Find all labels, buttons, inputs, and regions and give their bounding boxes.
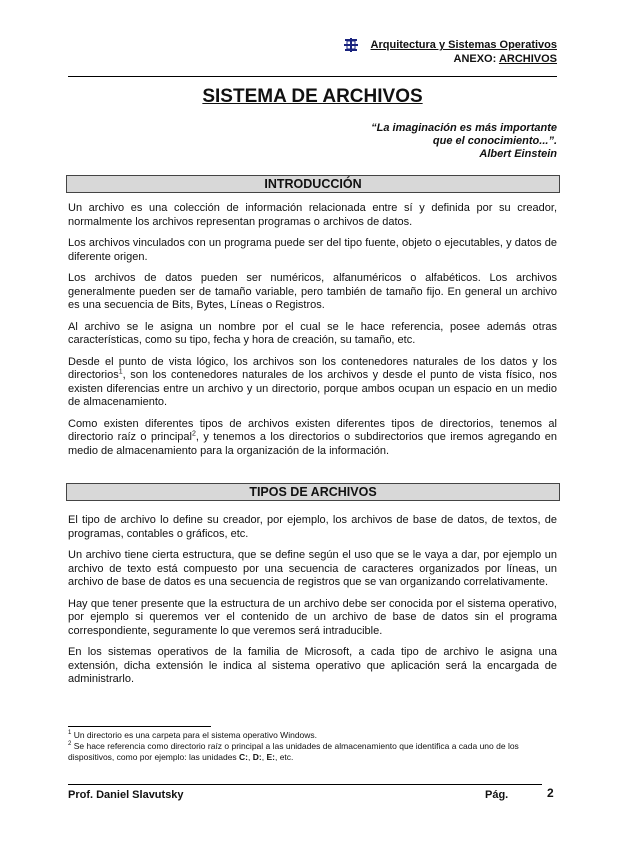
- intro-p6-text-b: , y tenemos a los directorios o subdirectorios que iremos agregando en medio de almacenamiento para la organización de la información.: [68, 431, 557, 457]
- tipos-body: [68, 514, 557, 695]
- quote-line-1: “La imaginación es más importante: [371, 122, 557, 134]
- intro-paragraph-3: Los archivos de datos pueden ser numéricos, alfanuméricos o alfabéticos. Los archivos generalmente pueden ser de tamaño variable, pero también de tamaño fijo. En general un archivo es una secuencia de Bits, Bytes, Líneas o Registros.: [68, 272, 557, 311]
- footnote-2-text: Se hace referencia como directorio raíz o principal a las unidades de almacenamiento que identifica a cada uno de los dispositivos, como por ejemplo: las unidades: [68, 741, 519, 762]
- tipos-paragraph-2: Un archivo tiene cierta estructura, que se define según el uso que se le vaya a dar, por ejemplo un archivo de texto está compuesto por una secuencia de caracteres organizados por líneas, un archivo de base de datos es una secuencia de registros que se van organizando correlativamente.: [68, 549, 557, 588]
- intro-paragraph-5: [68, 356, 557, 410]
- footnotes: [68, 730, 558, 763]
- footnote-1-number: 1: [68, 730, 72, 737]
- quote-author: Albert Einstein: [479, 148, 557, 160]
- footnote-2-sep-1: ,: [248, 752, 253, 762]
- footnote-2-drive-d: D:: [252, 752, 262, 762]
- intro-paragraph-2: Los archivos vinculados con un programa puede ser del tipo fuente, objeto o ejecutables, y datos de diferente origen.: [68, 237, 557, 263]
- footer-divider: [68, 784, 542, 785]
- footnote-divider: [68, 726, 211, 727]
- footnote-1-text: Un directorio es una carpeta para el sistema operativo Windows.: [71, 730, 318, 740]
- intro-p5-text-a: Desde el punto de vista lógico, los archivos son los contenedores naturales de los datos y los directorios: [68, 355, 557, 381]
- page-title: SISTEMA DE ARCHIVOS: [202, 86, 423, 107]
- tipos-paragraph-4: En los sistemas operativos de la familia de Microsoft, a cada tipo de archivo le asigna una extensión, dicha extensión le indica al sistema operativo que aplicación será la encargada de administrarlo.: [68, 646, 557, 685]
- header-course: Arquitectura y Sistemas Operativos: [370, 39, 557, 51]
- header-annex-link: ARCHIVOS: [498, 53, 557, 65]
- header-annex-prefix: ANEXO:: [453, 53, 499, 65]
- footer-page-number: 2: [547, 786, 554, 800]
- intro-p5-text-b: , son los contenedores naturales de los archivos y desde el punto de vista físico, nos existen diferencias entre un archivo y un directorio, porque ambos ocupan un espacio en un medio de almacenamiento.: [68, 369, 557, 408]
- intro-paragraph-6: [68, 418, 557, 459]
- footnote-2: [68, 741, 558, 763]
- page-header: [371, 38, 557, 66]
- footnote-2-drive-c: C:: [239, 752, 249, 762]
- footnote-2-end: , etc.: [274, 752, 294, 762]
- tipos-paragraph-1: El tipo de archivo lo define su creador, por ejemplo, los archivos de base de datos, de textos, de programas, contables o gráficos, etc.: [68, 514, 557, 540]
- footnote-2-drive-e: E:: [266, 752, 275, 762]
- section-heading-intro: INTRODUCCIÓN: [66, 175, 560, 193]
- header-divider: [68, 76, 557, 77]
- tipos-paragraph-3: Hay que tener presente que la estructura de un archivo debe ser conocida por el sistema operativo, por ejemplo si queremos ver el contenido de un archivo de base de datos sin el programa correspondiente, seguramente lo que veremos será intraducible.: [68, 597, 557, 637]
- footnote-2-number: 2: [68, 741, 72, 748]
- intro-paragraph-1: Un archivo es una colección de información relacionada entre sí y definida por su creador, normalmente los archivos representan programas o archivos de datos.: [68, 202, 557, 228]
- utn-logo-icon: [344, 38, 358, 52]
- quote-line-2: que el conocimiento...”.: [432, 135, 557, 147]
- footnote-ref-1: 1: [118, 368, 123, 376]
- intro-p6-text-a: Como existen diferentes tipos de archivos existen diferentes tipos de directorios, tenemos al directorio raíz o principal: [68, 417, 557, 443]
- intro-body: [68, 202, 557, 466]
- intro-paragraph-4: Al archivo se le asigna un nombre por el cual se le hace referencia, posee además otras características, como su tipo, fecha y hora de creación, su tamaño, etc.: [68, 320, 557, 346]
- footnote-1: [68, 730, 558, 741]
- section-heading-tipos: TIPOS DE ARCHIVOS: [66, 483, 560, 501]
- footnote-ref-2: 2: [191, 430, 196, 438]
- epigraph-quote: [371, 122, 557, 161]
- footer-author: Prof. Daniel Slavutsky: [68, 789, 184, 801]
- footer-page-label: Pág.: [485, 789, 509, 801]
- footnote-2-sep-2: ,: [261, 752, 267, 762]
